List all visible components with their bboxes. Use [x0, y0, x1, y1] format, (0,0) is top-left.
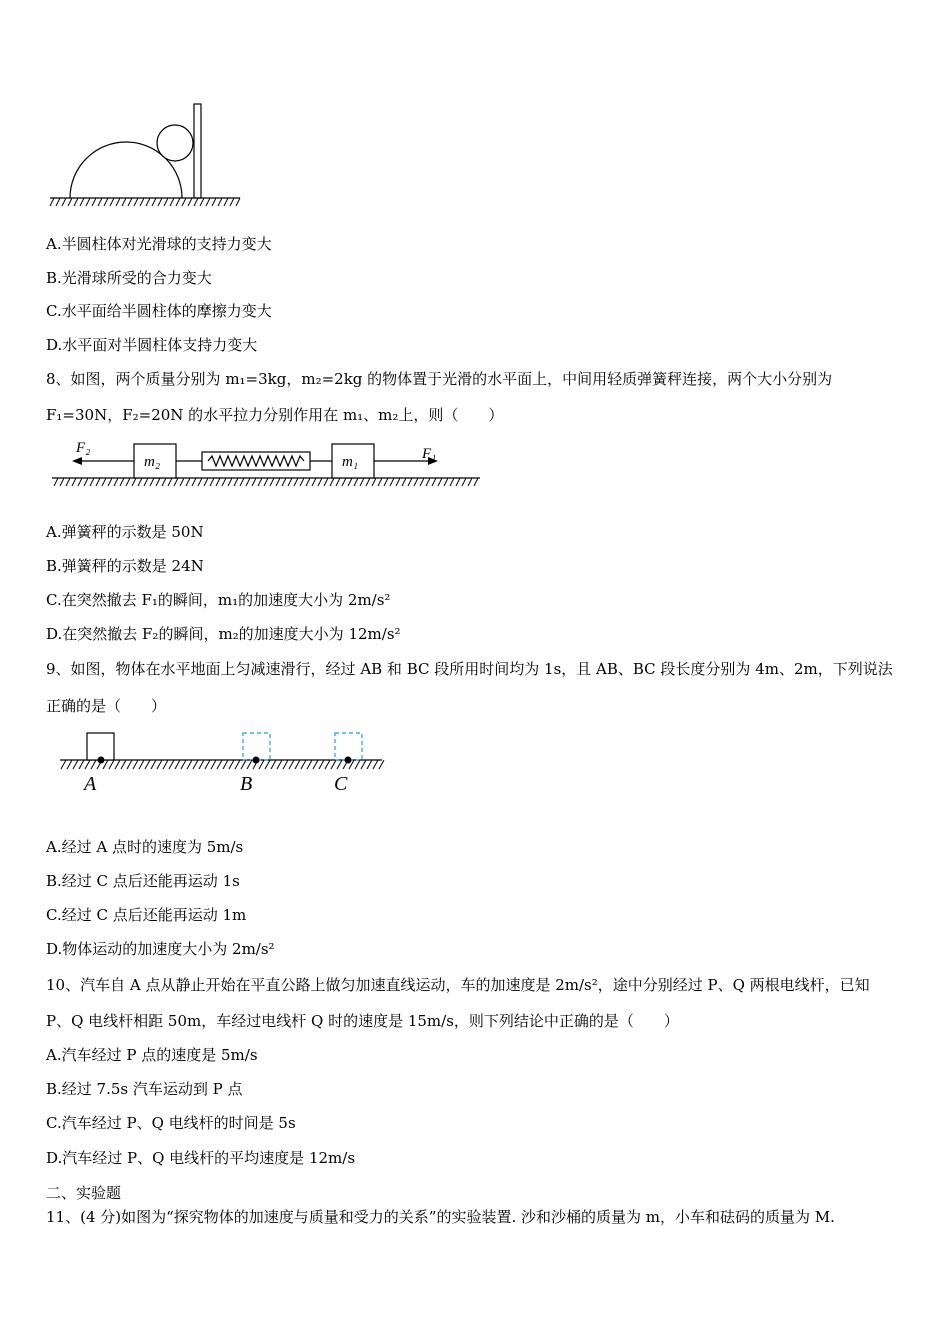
sliding-block-figure — [56, 726, 388, 796]
block-at-c-dashed — [335, 733, 362, 760]
q10-option-b: B.经过 7.5s 汽车运动到 P 点 — [46, 1080, 243, 1098]
label-m1: m₁ — [342, 454, 359, 470]
q9-option-d: D.物体运动的加速度大小为 2m/s² — [46, 940, 275, 958]
q7-option-a: A.半圆柱体对光滑球的支持力变大 — [46, 235, 272, 253]
q9-option-b: B.经过 C 点后还能再运动 1s — [46, 872, 240, 890]
label-f2: F₂ — [76, 440, 91, 456]
q10-stem-line1: 10、汽车自 A 点从静止开始在平直公路上做匀加速直线运动，车的加速度是 2m/s²，途中分别经过 P、Q 两根电线杆，已知 — [46, 976, 870, 994]
q7-option-b: B.光滑球所受的合力变大 — [46, 269, 212, 287]
wall-board — [194, 104, 201, 198]
label-b: B — [240, 773, 253, 795]
q10-option-c: C.汽车经过 P、Q 电线杆的时间是 5s — [46, 1114, 296, 1132]
q9-stem-line2: 正确的是（ ） — [46, 697, 167, 715]
label-m2: m₂ — [144, 454, 161, 470]
block-at-a — [87, 733, 114, 760]
q8-stem-line1: 8、如图，两个质量分别为 m₁=3kg，m₂=2kg 的物体置于光滑的水平面上，中间用轻质弹簧秤连接，两个大小分别为 — [46, 370, 833, 388]
label-a: A — [84, 773, 97, 795]
block-at-b-dashed — [243, 733, 270, 760]
q9-option-c: C.经过 C 点后还能再运动 1m — [46, 906, 247, 924]
q7-option-c: C.水平面给半圆柱体的摩擦力变大 — [46, 302, 272, 320]
q10-option-a: A.汽车经过 P 点的速度是 5m/s — [46, 1046, 258, 1064]
point-b — [253, 757, 260, 764]
hemisphere-ball-figure — [46, 98, 246, 213]
q9-stem-line1: 9、如图，物体在水平地面上匀减速滑行，经过 AB 和 BC 段所用时间均为 1s，且 AB、BC 段长度分别为 4m、2m，下列说法 — [46, 660, 893, 678]
q10-stem-line2: P、Q 电线杆相距 50m，车经过电线杆 Q 时的速度是 15m/s，则下列结论中正确的是（ ） — [46, 1012, 679, 1030]
q9-option-a: A.经过 A 点时的速度为 5m/s — [46, 838, 244, 856]
section-heading: 二、实验题 — [46, 1184, 122, 1202]
smooth-ball — [157, 125, 193, 161]
ground-hatching — [50, 198, 240, 206]
label-f1: F₁ — [422, 446, 437, 462]
label-c: C — [334, 773, 348, 795]
q8-option-d: D.在突然撤去 F₂的瞬间，m₂的加速度大小为 12m/s² — [46, 625, 401, 643]
q8-option-a: A.弹簧秤的示数是 50N — [46, 523, 204, 541]
q11-stem: 11、(4 分)如图为“探究物体的加速度与质量和受力的关系”的实验装置. 沙和沙桶的质量为 m，小车和砝码的质量为 M. — [46, 1208, 835, 1226]
q7-option-d: D.水平面对半圆柱体支持力变大 — [46, 336, 258, 354]
q10-option-d: D.汽车经过 P、Q 电线杆的平均速度是 12m/s — [46, 1149, 356, 1167]
q8-option-c: C.在突然撤去 F₁的瞬间，m₁的加速度大小为 2m/s² — [46, 591, 391, 609]
q8-stem-line2: F₁=30N，F₂=20N 的水平拉力分别作用在 m₁、m₂上，则（ ） — [46, 406, 504, 424]
q8-option-b: B.弹簧秤的示数是 24N — [46, 557, 204, 575]
spring-scale-figure — [46, 436, 486, 492]
